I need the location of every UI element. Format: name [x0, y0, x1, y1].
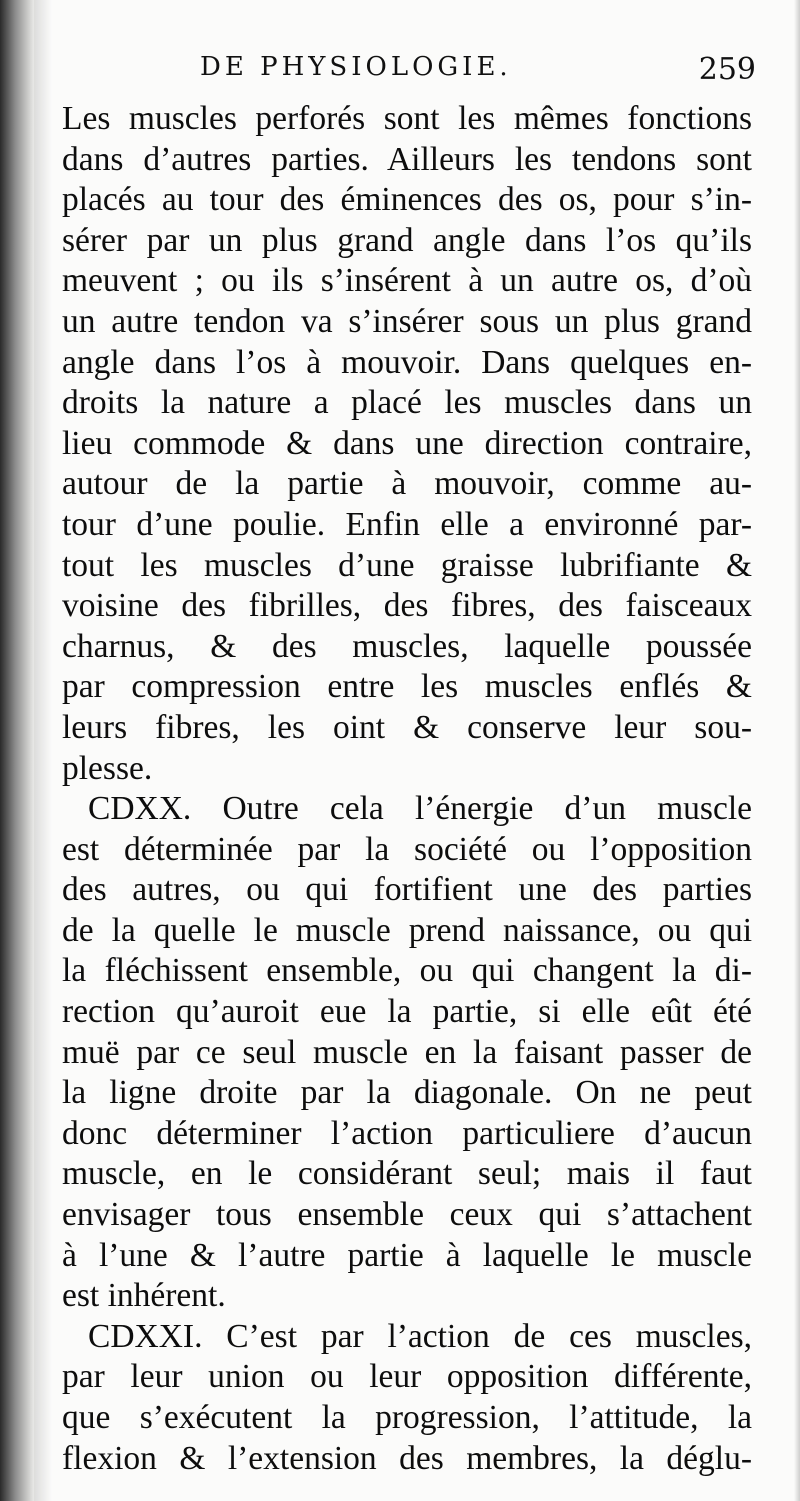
text-line: tour d’une poulie. Enfin elle a environné par-	[62, 505, 752, 543]
text-line: droits la nature a placé les muscles dans un	[62, 384, 752, 422]
text-line: angle dans l’os à mouvoir. Dans quelques en-	[62, 343, 752, 381]
text-line: Les muscles perforés sont les mêmes fonctions	[62, 100, 752, 137]
page-header	[62, 52, 756, 94]
text-line: voisine des fibrilles, des fibres, des faisceaux	[62, 587, 752, 625]
text-line: des autres, ou qui fortifient une des parties	[62, 871, 752, 909]
text-line: rection qu’auroit eue la partie, si elle eût été	[62, 993, 752, 1031]
binding-shadow	[34, 0, 52, 1501]
text-line: charnus, & des muscles, laquelle poussée	[62, 627, 752, 665]
text-line: sérer par un plus grand angle dans l’os qu’ils	[62, 221, 752, 259]
text-line: tout les muscles d’une graisse lubrifiante &	[62, 546, 752, 584]
text-line: un autre tendon va s’insérer sous un plus grand	[62, 302, 752, 340]
text-line: par compression entre les muscles enflés &	[62, 668, 752, 706]
page-right-edge	[794, 0, 800, 1501]
text-line: CDXX. Outre cela l’énergie d’un muscle	[88, 790, 752, 828]
text-line: lieu commode & dans une direction contraire,	[62, 424, 752, 462]
text-line: de la quelle le muscle prend naissance, ou qui	[62, 911, 752, 949]
text-line: autour de la partie à mouvoir, comme au-	[62, 465, 752, 503]
text-line: la fléchissent ensemble, ou qui changent la di-	[62, 952, 752, 990]
text-line: que s’exécutent la progression, l’attitude, la	[62, 1399, 752, 1436]
text-line: CDXXI. C’est par l’action de ces muscles,	[88, 1317, 752, 1355]
text-line: à l’une & l’autre partie à laquelle le muscle	[62, 1236, 752, 1274]
text-line: placés au tour des éminences des os, pour s’in-	[62, 181, 752, 219]
text-line: meuvent ; ou ils s’insérent à un autre os, d’où	[62, 262, 752, 300]
text-line: plesse.	[62, 749, 153, 787]
text-line: donc déterminer l’action particuliere d’aucun	[62, 1114, 752, 1152]
text-line: muscle, en le considérant seul; mais il faut	[62, 1155, 752, 1193]
running-head: DE PHYSIOLOGIE.	[200, 52, 512, 82]
text-line: est déterminée par la société ou l’opposition	[62, 830, 752, 868]
page-binding-edge	[0, 0, 34, 1501]
text-line: leurs fibres, les oint & conserve leur sou-	[62, 708, 752, 746]
page-number: 259	[698, 52, 756, 87]
body-text	[62, 99, 752, 1479]
text-line: envisager tous ensemble ceux qui s’attachent	[62, 1196, 752, 1234]
text-line: muë par ce seul muscle en la faisant passer de	[62, 1033, 752, 1071]
text-line: est inhérent.	[62, 1277, 226, 1315]
text-line: flexion & l’extension des membres, la déglu-	[62, 1439, 752, 1477]
text-line: dans d’autres parties. Ailleurs les tendons sont	[62, 140, 752, 178]
text-line: par leur union ou leur opposition différente,	[62, 1358, 752, 1396]
text-line: la ligne droite par la diagonale. On ne peut	[62, 1074, 752, 1112]
